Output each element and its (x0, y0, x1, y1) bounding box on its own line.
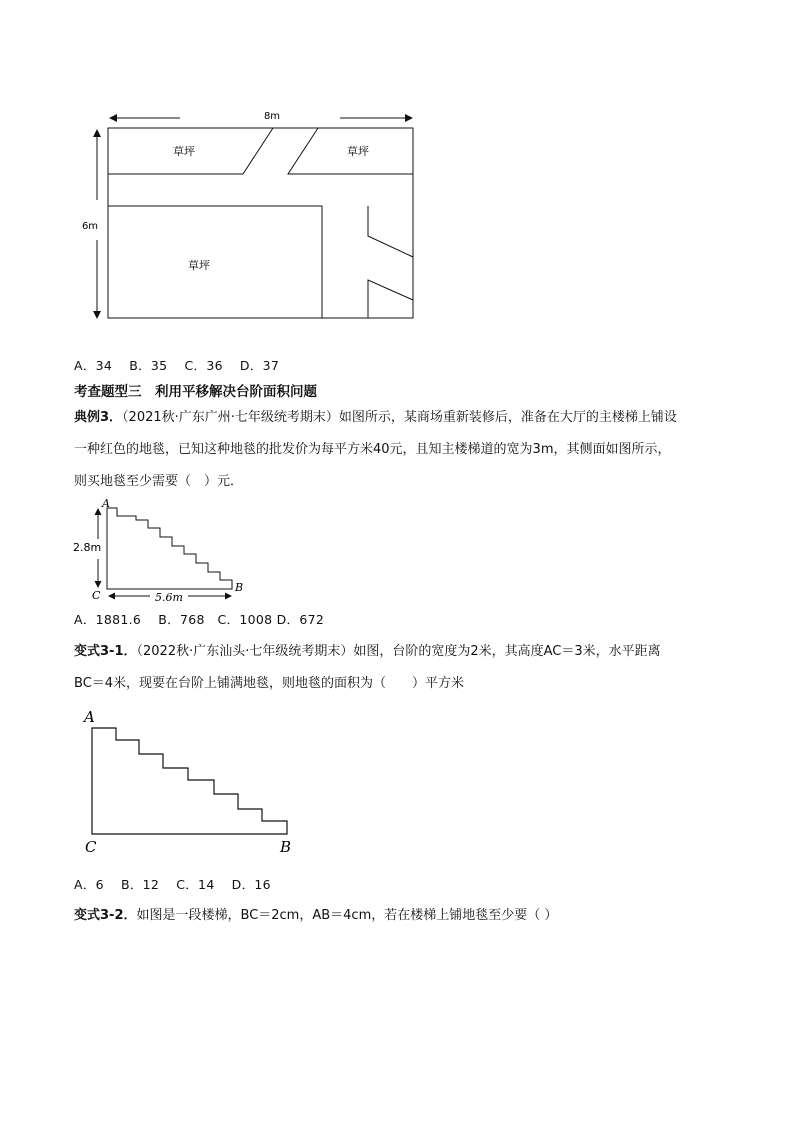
staircase-outline (92, 728, 287, 834)
lawn-label: 草坪 (347, 145, 369, 158)
question-1-options: A．34 B．35 C．36 D．37 (74, 358, 280, 373)
variant-3-2-tag: 变式3-2． (74, 908, 137, 923)
example-3-options: A．1881.6 B．768 C．1008 D．672 (74, 612, 325, 627)
staircase-outline (107, 508, 232, 589)
example-3-line-2: 一种红色的地毯，已知这种地毯的批发价为每平方米40元，且知主楼梯道的宽为3m，其侧面如图所示， (74, 442, 671, 457)
point-a-label: A (102, 497, 110, 510)
variant-3-1-line-1 (74, 643, 661, 661)
garden-figure (0, 0, 794, 340)
point-b-label: B (280, 838, 292, 856)
width-label: 8m (263, 111, 281, 122)
lawn-right-upper (368, 206, 413, 257)
lawn-right-lower (368, 280, 413, 318)
point-b-label: B (235, 581, 244, 594)
point-c-label: C (85, 838, 97, 856)
lawn-label: 草坪 (173, 145, 195, 158)
variant-3-1-options: A．6 B．12 C．14 D．16 (74, 877, 271, 892)
staircase-figure-1 (0, 495, 794, 615)
section-heading: 考查题型三 利用平移解决台阶面积问题 (74, 384, 317, 400)
width-label: 5.6m (155, 591, 183, 604)
point-c-label: C (92, 589, 101, 602)
variant-3-2-line (74, 907, 557, 925)
variant-3-1-tag: 变式3-1． (74, 644, 137, 659)
height-label: 6m (81, 221, 99, 232)
height-label: 2.8m (73, 541, 102, 554)
variant-3-2-text: 如图是一段楼梯，BC＝2cm，AB＝4cm，若在楼梯上铺地毯至少要（ ） (136, 908, 558, 923)
example-3-line-1 (74, 409, 677, 427)
lawn-bottom-left (108, 206, 322, 318)
point-a-label: A (84, 708, 95, 726)
example-3-line-3: 则买地毯至少需要（ ）元． (74, 474, 244, 489)
lawn-label: 草坪 (188, 259, 210, 272)
staircase-figure-2 (0, 700, 794, 860)
variant-3-1-text: （2022秋·广东汕头·七年级统考期末）如图，台阶的宽度为2米，其高度AC＝3米，水平距离 (136, 644, 661, 659)
example-3-tag: 典例3． (74, 410, 123, 425)
example-3-text: （2021秋·广东广州·七年级统考期末）如图所示，某商场重新装修后，准备在大厅的主楼梯上铺设 (122, 410, 677, 425)
variant-3-1-line-2: BC＝4米，现要在台阶上铺满地毯，则地毯的面积为（ ）平方米 (74, 676, 465, 691)
